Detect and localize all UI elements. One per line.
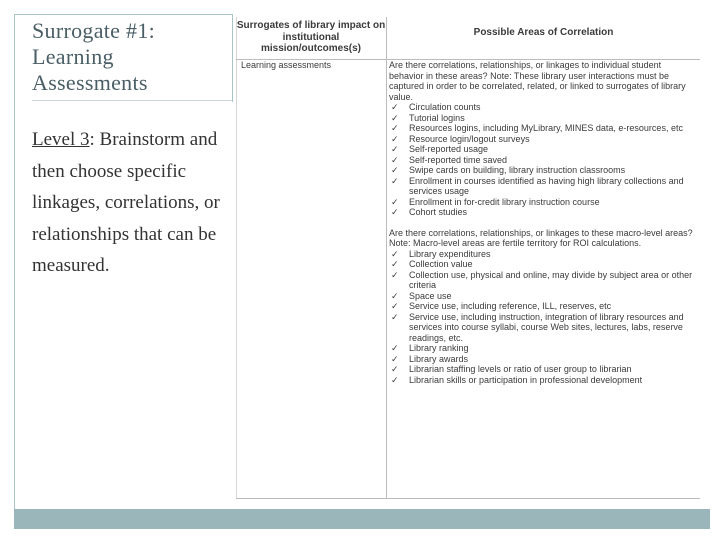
list-item: ✓ Librarian skills or participation in professional development [391,374,643,385]
correlation-table [236,17,700,499]
individual-correlation-paragraph: Are there correlations, relationships, or linkages to individual student behavior in these areas? Note: These library user interactions must be captured in order to be correlated, related, or linked to surrogates of library value. [389,60,686,102]
list-item: ✓ Resource login/logout surveys [391,133,530,144]
list-item: ✓ Resources logins, including MyLibrary, MINES data, e-resources, etc [391,123,683,133]
body-description: : Brainstorm and then choose specific linkages, correlations, or relationships that can be measured. [32,129,220,276]
checkmark-icon: ✓ [391,102,399,112]
table-bottom-border [236,498,700,499]
list-item: ✓ Library ranking [391,343,469,353]
frame-line-left [14,14,15,509]
slide-title [32,18,232,96]
list-item: ✓ Librarian staffing levels or ratio of user group to librarian [391,364,632,374]
table-column-divider [386,17,387,499]
slide-body-text [32,124,232,282]
macro-correlation-paragraph: Are there correlations, relationships, or linkages to these macro-level areas? Note: Macro-level areas are fertile territory for ROI calculations. [389,227,693,248]
checkmark-icon: ✓ [391,123,399,133]
checkmark-icon: ✓ [391,144,399,154]
frame-line-mid [232,14,233,102]
checkmark-icon: ✓ [391,364,399,374]
list-item: ✓ Cohort studies [391,207,468,217]
list-item: ✓ Tutorial logins [391,112,465,123]
table-header-surrogates: Surrogates of library impact on institutional mission/outcomes(s) [236,20,386,54]
frame-line-top [14,14,232,15]
checkmark-icon: ✓ [391,353,399,364]
footer-bar [14,509,710,529]
checkmark-icon: ✓ [391,374,399,385]
correlation-cell [389,60,696,385]
checkmark-icon: ✓ [391,290,399,301]
checkmark-icon: ✓ [391,165,399,175]
checkmark-icon: ✓ [391,343,399,353]
checkmark-icon: ✓ [391,175,399,186]
title-underline [32,100,232,101]
checkmark-icon: ✓ [391,248,399,259]
list-item: ✓ Service use, including instruction, integration of library resources and services into course syllabi, course Web sites, lectures, labs, reserve readings, etc. [391,311,684,343]
row-label-learning-assessments: Learning assessments [241,60,332,70]
table-header-correlation: Possible Areas of Correlation [473,27,614,38]
slide-title-line: Assessments [32,70,148,95]
spacer [389,218,696,228]
list-item: ✓ Collection value [391,259,473,269]
checkmark-icon: ✓ [391,133,399,144]
checkmark-icon: ✓ [391,196,399,207]
slide-title-line: Surrogate #1: [32,18,156,43]
checkmark-icon: ✓ [391,154,399,165]
list-item: ✓ Self-reported usage [391,144,489,154]
list-item: ✓ Circulation counts [391,102,481,112]
list-item: ✓ Space use [391,290,452,301]
checkmark-icon: ✓ [391,207,399,217]
level-label: Level 3 [32,129,90,150]
checkmark-icon: ✓ [391,269,399,280]
list-item: ✓ Service use, including reference, ILL, reserves, etc [391,301,612,311]
list-item: ✓ Self-reported time saved [391,154,508,165]
list-item: ✓ Collection use, physical and online, may divide by subject area or other criteria [391,269,693,290]
list-item: ✓ Enrollment in courses identified as having high library collections and services usage [391,175,684,196]
checkmark-icon: ✓ [391,259,399,269]
list-item: ✓ Library awards [391,353,469,364]
list-item: ✓ Library expenditures [391,248,491,259]
checkmark-icon: ✓ [391,311,399,322]
individual-measures-list [389,102,696,218]
table-left-border [236,17,237,499]
checkmark-icon: ✓ [391,301,399,311]
list-item: ✓ Swipe cards on building, library instruction classrooms [391,165,626,175]
slide-title-line: Learning [32,44,114,69]
checkmark-icon: ✓ [391,112,399,123]
list-item: ✓ Enrollment in for-credit library instruction course [391,196,600,207]
macro-measures-list [389,249,696,386]
